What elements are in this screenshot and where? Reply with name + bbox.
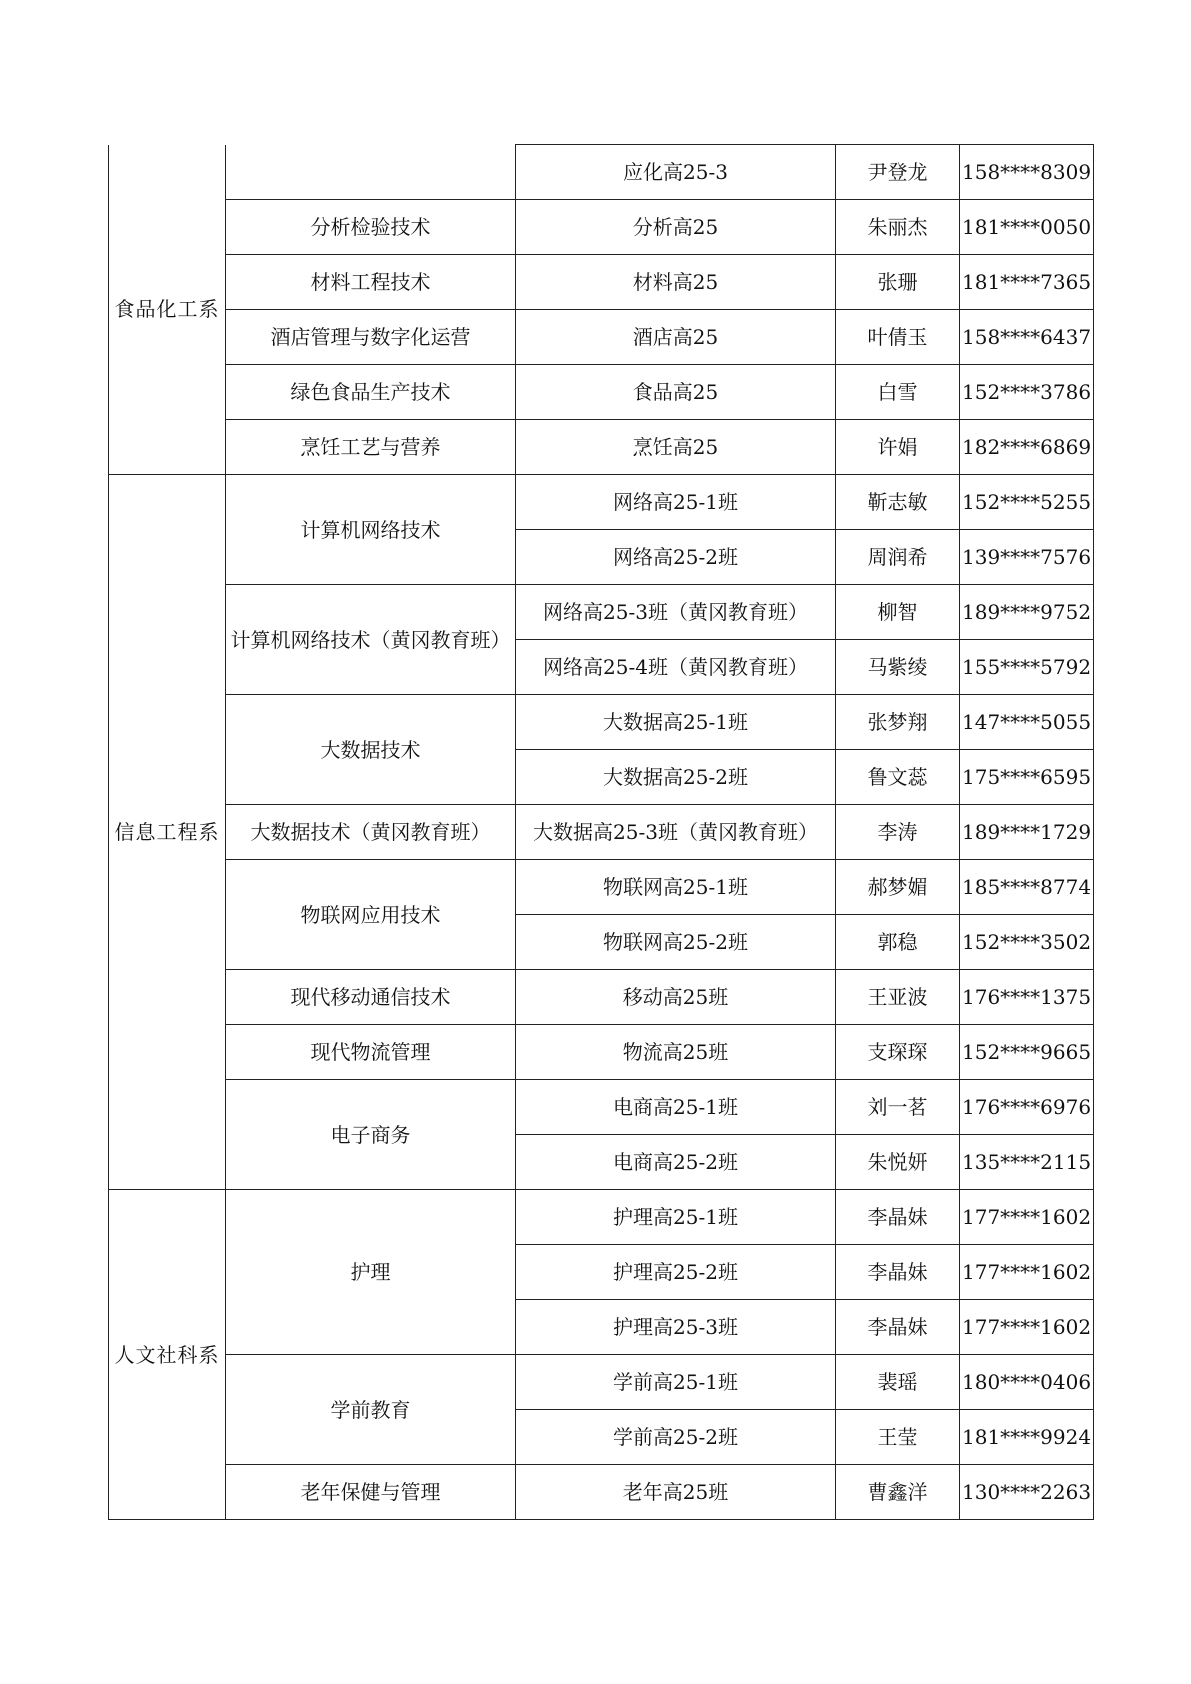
table-row	[109, 1465, 1094, 1520]
major-cell: 现代物流管理	[226, 1025, 516, 1080]
table-row	[109, 1025, 1094, 1080]
major-cell: 计算机网络技术	[226, 475, 516, 585]
phone-cell: 177****1602	[960, 1190, 1094, 1245]
phone-cell: 181****7365	[960, 255, 1094, 310]
class-cell: 老年高25班	[516, 1465, 836, 1520]
class-cell: 大数据高25-3班（黄冈教育班）	[516, 805, 836, 860]
major-cell: 老年保健与管理	[226, 1465, 516, 1520]
table-row	[109, 145, 1094, 200]
major-cell: 大数据技术（黄冈教育班）	[226, 805, 516, 860]
table-row	[109, 695, 1094, 750]
table-row	[109, 585, 1094, 640]
phone-cell: 139****7576	[960, 530, 1094, 585]
class-cell: 护理高25-3班	[516, 1300, 836, 1355]
phone-cell: 152****3502	[960, 915, 1094, 970]
major-cell: 护理	[226, 1190, 516, 1355]
class-cell: 应化高25-3	[516, 145, 836, 200]
table-row	[109, 1080, 1094, 1135]
teacher-cell: 李晶妹	[836, 1190, 960, 1245]
teacher-cell: 郭稳	[836, 915, 960, 970]
table-row	[109, 1355, 1094, 1410]
class-cell: 大数据高25-1班	[516, 695, 836, 750]
table-body	[109, 145, 1094, 1520]
major-cell: 绿色食品生产技术	[226, 365, 516, 420]
teacher-cell: 周润希	[836, 530, 960, 585]
phone-cell: 189****1729	[960, 805, 1094, 860]
teacher-cell: 鲁文蕊	[836, 750, 960, 805]
phone-cell: 152****9665	[960, 1025, 1094, 1080]
phone-cell: 158****8309	[960, 145, 1094, 200]
major-cell: 材料工程技术	[226, 255, 516, 310]
class-cell: 酒店高25	[516, 310, 836, 365]
phone-cell: 181****9924	[960, 1410, 1094, 1465]
phone-cell: 152****5255	[960, 475, 1094, 530]
class-cell: 学前高25-1班	[516, 1355, 836, 1410]
class-cell: 物联网高25-1班	[516, 860, 836, 915]
major-cell: 酒店管理与数字化运营	[226, 310, 516, 365]
teacher-cell: 许娟	[836, 420, 960, 475]
phone-cell: 180****0406	[960, 1355, 1094, 1410]
major-cell: 学前教育	[226, 1355, 516, 1465]
class-cell: 网络高25-3班（黄冈教育班）	[516, 585, 836, 640]
teacher-cell: 叶倩玉	[836, 310, 960, 365]
teacher-cell: 马紫绫	[836, 640, 960, 695]
teacher-cell: 王莹	[836, 1410, 960, 1465]
class-cell: 物联网高25-2班	[516, 915, 836, 970]
phone-cell: 175****6595	[960, 750, 1094, 805]
class-cell: 移动高25班	[516, 970, 836, 1025]
table-row	[109, 805, 1094, 860]
class-cell: 电商高25-2班	[516, 1135, 836, 1190]
phone-cell: 182****6869	[960, 420, 1094, 475]
major-cell: 现代移动通信技术	[226, 970, 516, 1025]
teacher-cell: 支琛琛	[836, 1025, 960, 1080]
class-cell: 护理高25-1班	[516, 1190, 836, 1245]
phone-cell: 147****5055	[960, 695, 1094, 750]
table-row	[109, 420, 1094, 475]
phone-cell: 158****6437	[960, 310, 1094, 365]
teacher-cell: 白雪	[836, 365, 960, 420]
class-cell: 网络高25-2班	[516, 530, 836, 585]
teacher-cell: 刘一茗	[836, 1080, 960, 1135]
teacher-cell: 李晶妹	[836, 1300, 960, 1355]
teacher-cell: 曹鑫洋	[836, 1465, 960, 1520]
phone-cell: 185****8774	[960, 860, 1094, 915]
teacher-cell: 裴瑶	[836, 1355, 960, 1410]
table-row	[109, 475, 1094, 530]
class-cell: 分析高25	[516, 200, 836, 255]
table-row	[109, 200, 1094, 255]
teacher-cell: 靳志敏	[836, 475, 960, 530]
class-cell: 烹饪高25	[516, 420, 836, 475]
teacher-cell: 朱悦妍	[836, 1135, 960, 1190]
phone-cell: 189****9752	[960, 585, 1094, 640]
class-cell: 大数据高25-2班	[516, 750, 836, 805]
phone-cell: 181****0050	[960, 200, 1094, 255]
class-cell: 材料高25	[516, 255, 836, 310]
department-cell: 人文社科系	[109, 1190, 226, 1520]
teacher-cell: 张珊	[836, 255, 960, 310]
major-cell	[226, 145, 516, 200]
teacher-cell: 王亚波	[836, 970, 960, 1025]
table-row	[109, 310, 1094, 365]
phone-cell: 176****1375	[960, 970, 1094, 1025]
table-row	[109, 970, 1094, 1025]
major-cell: 烹饪工艺与营养	[226, 420, 516, 475]
major-cell: 计算机网络技术（黄冈教育班）	[226, 585, 516, 695]
class-cell: 护理高25-2班	[516, 1245, 836, 1300]
teacher-cell: 郝梦媚	[836, 860, 960, 915]
class-cell: 食品高25	[516, 365, 836, 420]
department-cell: 食品化工系	[109, 145, 226, 475]
major-cell: 分析检验技术	[226, 200, 516, 255]
class-cell: 网络高25-4班（黄冈教育班）	[516, 640, 836, 695]
table-row	[109, 255, 1094, 310]
teacher-cell: 李晶妹	[836, 1245, 960, 1300]
class-cell: 学前高25-2班	[516, 1410, 836, 1465]
major-cell: 电子商务	[226, 1080, 516, 1190]
phone-cell: 130****2263	[960, 1465, 1094, 1520]
class-contact-table	[108, 144, 1094, 1520]
table-row	[109, 860, 1094, 915]
phone-cell: 177****1602	[960, 1300, 1094, 1355]
major-cell: 物联网应用技术	[226, 860, 516, 970]
phone-cell: 155****5792	[960, 640, 1094, 695]
major-cell: 大数据技术	[226, 695, 516, 805]
class-cell: 网络高25-1班	[516, 475, 836, 530]
teacher-cell: 张梦翔	[836, 695, 960, 750]
teacher-cell: 李涛	[836, 805, 960, 860]
class-cell: 电商高25-1班	[516, 1080, 836, 1135]
phone-cell: 176****6976	[960, 1080, 1094, 1135]
phone-cell: 177****1602	[960, 1245, 1094, 1300]
class-cell: 物流高25班	[516, 1025, 836, 1080]
teacher-cell: 朱丽杰	[836, 200, 960, 255]
teacher-cell: 尹登龙	[836, 145, 960, 200]
phone-cell: 152****3786	[960, 365, 1094, 420]
table-row	[109, 365, 1094, 420]
table-row	[109, 1190, 1094, 1245]
department-cell: 信息工程系	[109, 475, 226, 1190]
phone-cell: 135****2115	[960, 1135, 1094, 1190]
teacher-cell: 柳智	[836, 585, 960, 640]
